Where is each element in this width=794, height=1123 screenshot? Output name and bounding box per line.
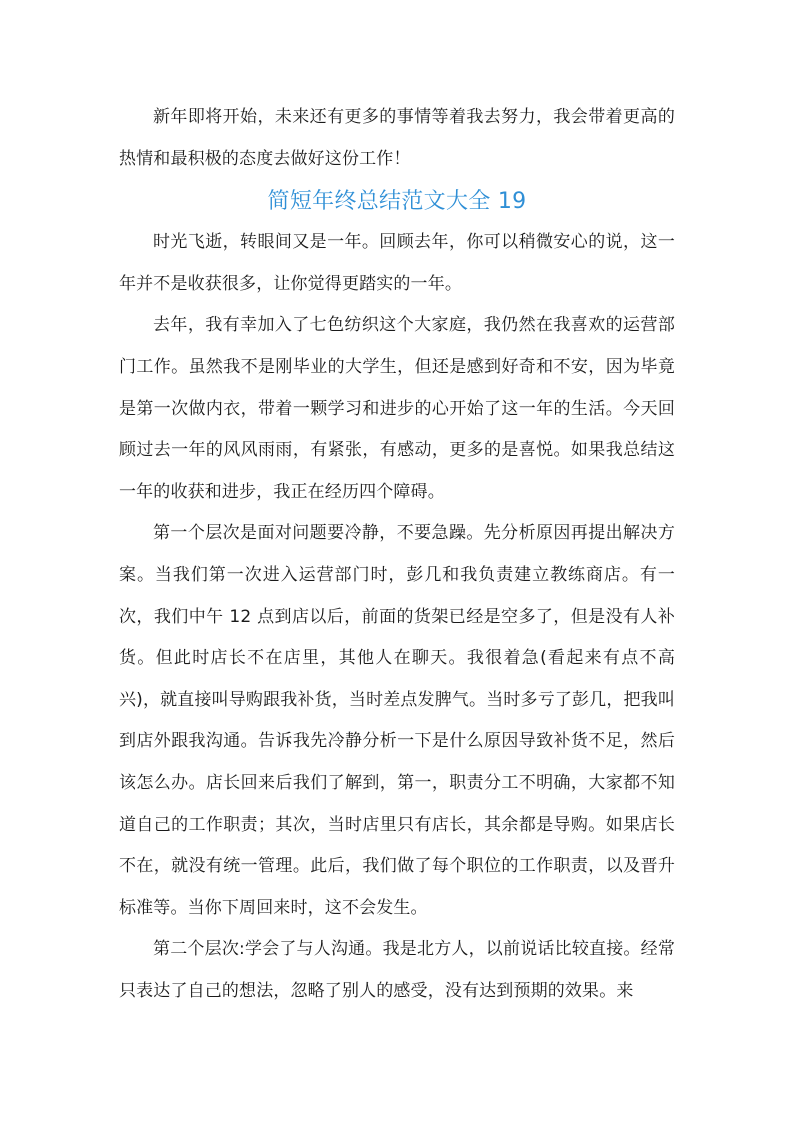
document-page [119, 97, 675, 1012]
section-title: 简短年终总结范文大全 19 [267, 189, 527, 215]
paragraph-2: 去年，我有幸加入了七色纺织这个大家庭，我仍然在我喜欢的运营部门工作。虽然我不是刚毕业的大学生，但还是感到好奇和不安，因为毕竟是第一次做内衣，带着一颗学习和进步的心开始了这一年的生活。今天回顾过去一年的风风雨雨，有紧张，有感动，更多的是喜悦。如果我总结这一年的收获和进步，我正在经历四个障碍。 [119, 315, 675, 502]
paragraph-3: 第一个层次是面对问题要冷静，不要急躁。先分析原因再提出解决方案。当我们第一次进入运营部门时，彭几和我负责建立教练商店。有一次，我们中午 12 点到店以后，前面的货架已经是空多了，但是没有人补货。但此时店长不在店里，其他人在聊天。我很着急(看起来有点不高兴)，就直接叫导购跟我补货，当时差点发脾气。当时多亏了彭几，把我叫到店外跟我沟通。告诉我先冷静分析一下是什么原因导致补货不足，然后该怎么办。店长回来后我们了解到，第一，职责分工不明确，大家都不知道自己的工作职责；其次，当时店里只有店长，其余都是导购。如果店长不在，就没有统一管理。此后，我们做了每个职位的工作职责，以及晋升标准等。当你下周回来时，这不会发生。 [119, 523, 675, 918]
intro-paragraph: 新年即将开始，未来还有更多的事情等着我去努力，我会带着更高的热情和最积极的态度去做好这份工作！ [119, 107, 675, 169]
paragraph-4: 第二个层次:学会了与人沟通。我是北方人，以前说话比较直接。经常只表达了自己的想法，忽略了别人的感受，没有达到预期的效果。来 [119, 939, 675, 1001]
paragraph-1: 时光飞逝，转眼间又是一年。回顾去年，你可以稍微安心的说，这一年并不是收获很多，让你觉得更踏实的一年。 [119, 232, 675, 294]
